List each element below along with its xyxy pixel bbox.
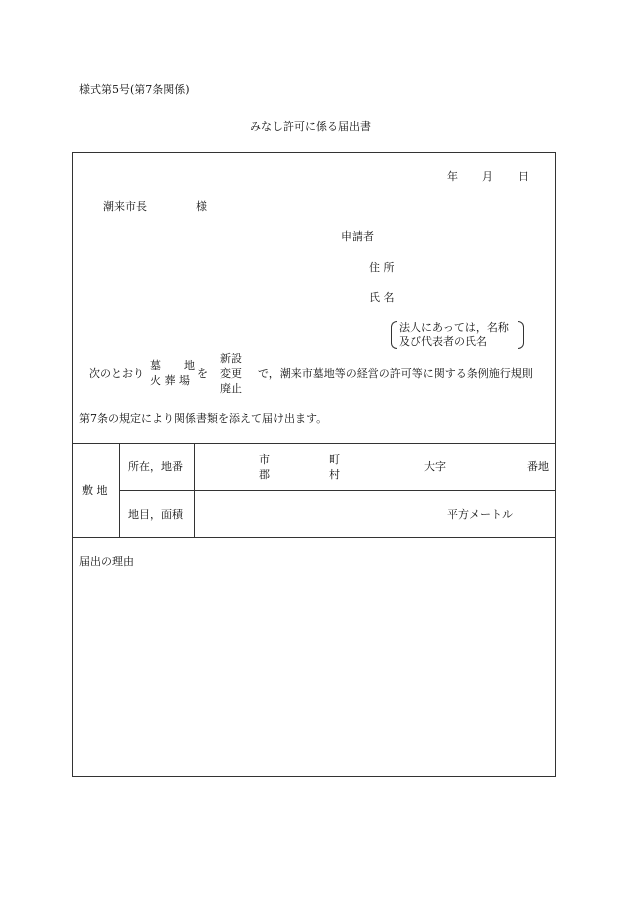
site-bottom-line <box>72 537 556 538</box>
action-new: 新設 <box>220 352 242 365</box>
applicant-label: 申請者 <box>341 230 374 243</box>
document-title: みなし許可に係る届出書 <box>250 120 371 133</box>
applicant-address-label: 住 所 <box>369 261 395 274</box>
reason-label: 届出の理由 <box>79 555 134 568</box>
site-county: 郡 <box>259 468 270 481</box>
corp-note-bracket-right <box>518 321 524 349</box>
site-col-divider-1 <box>119 443 120 537</box>
form-number: 様式第5号(第7条関係) <box>79 83 190 96</box>
site-banchi: 番地 <box>527 460 549 473</box>
statement-prefix: 次のとおり <box>89 367 144 380</box>
corp-note-line1: 法人にあっては，名称 <box>399 321 509 334</box>
addressee-honorific: 様 <box>196 200 207 213</box>
site-village: 村 <box>329 468 340 481</box>
date-month: 月 <box>482 170 493 183</box>
date-day: 日 <box>518 170 529 183</box>
site-town: 町 <box>329 453 340 466</box>
date-year: 年 <box>447 170 458 183</box>
corp-note-bracket-left <box>391 321 397 349</box>
site-city: 市 <box>259 453 270 466</box>
site-top-line <box>72 443 556 444</box>
statement-suffix: で，潮来市墓地等の経営の許可等に関する条例施行規則 <box>258 367 533 380</box>
facility-cemetery-b: 地 <box>184 359 195 372</box>
site-oaza: 大字 <box>424 460 446 473</box>
site-mid-line <box>119 490 556 491</box>
area-unit: 平方メートル <box>447 508 513 521</box>
applicant-name-label: 氏 名 <box>369 291 395 304</box>
addressee-name: 潮来市長 <box>103 200 147 213</box>
facility-crematorium: 火 葬 場 <box>150 374 190 387</box>
location-label: 所在，地番 <box>128 460 183 473</box>
action-abolish: 廃止 <box>220 382 242 395</box>
action-change: 変更 <box>220 367 242 380</box>
statement-particle: を <box>197 367 208 380</box>
site-col-divider-2 <box>194 443 195 537</box>
landuse-label: 地目，面積 <box>128 508 183 521</box>
corp-note-line2: 及び代表者の氏名 <box>399 335 487 348</box>
facility-cemetery-a: 墓 <box>150 359 161 372</box>
statement-line2: 第7条の規定により関係書類を添えて届け出ます。 <box>79 412 328 425</box>
site-label: 敷 地 <box>82 484 108 497</box>
